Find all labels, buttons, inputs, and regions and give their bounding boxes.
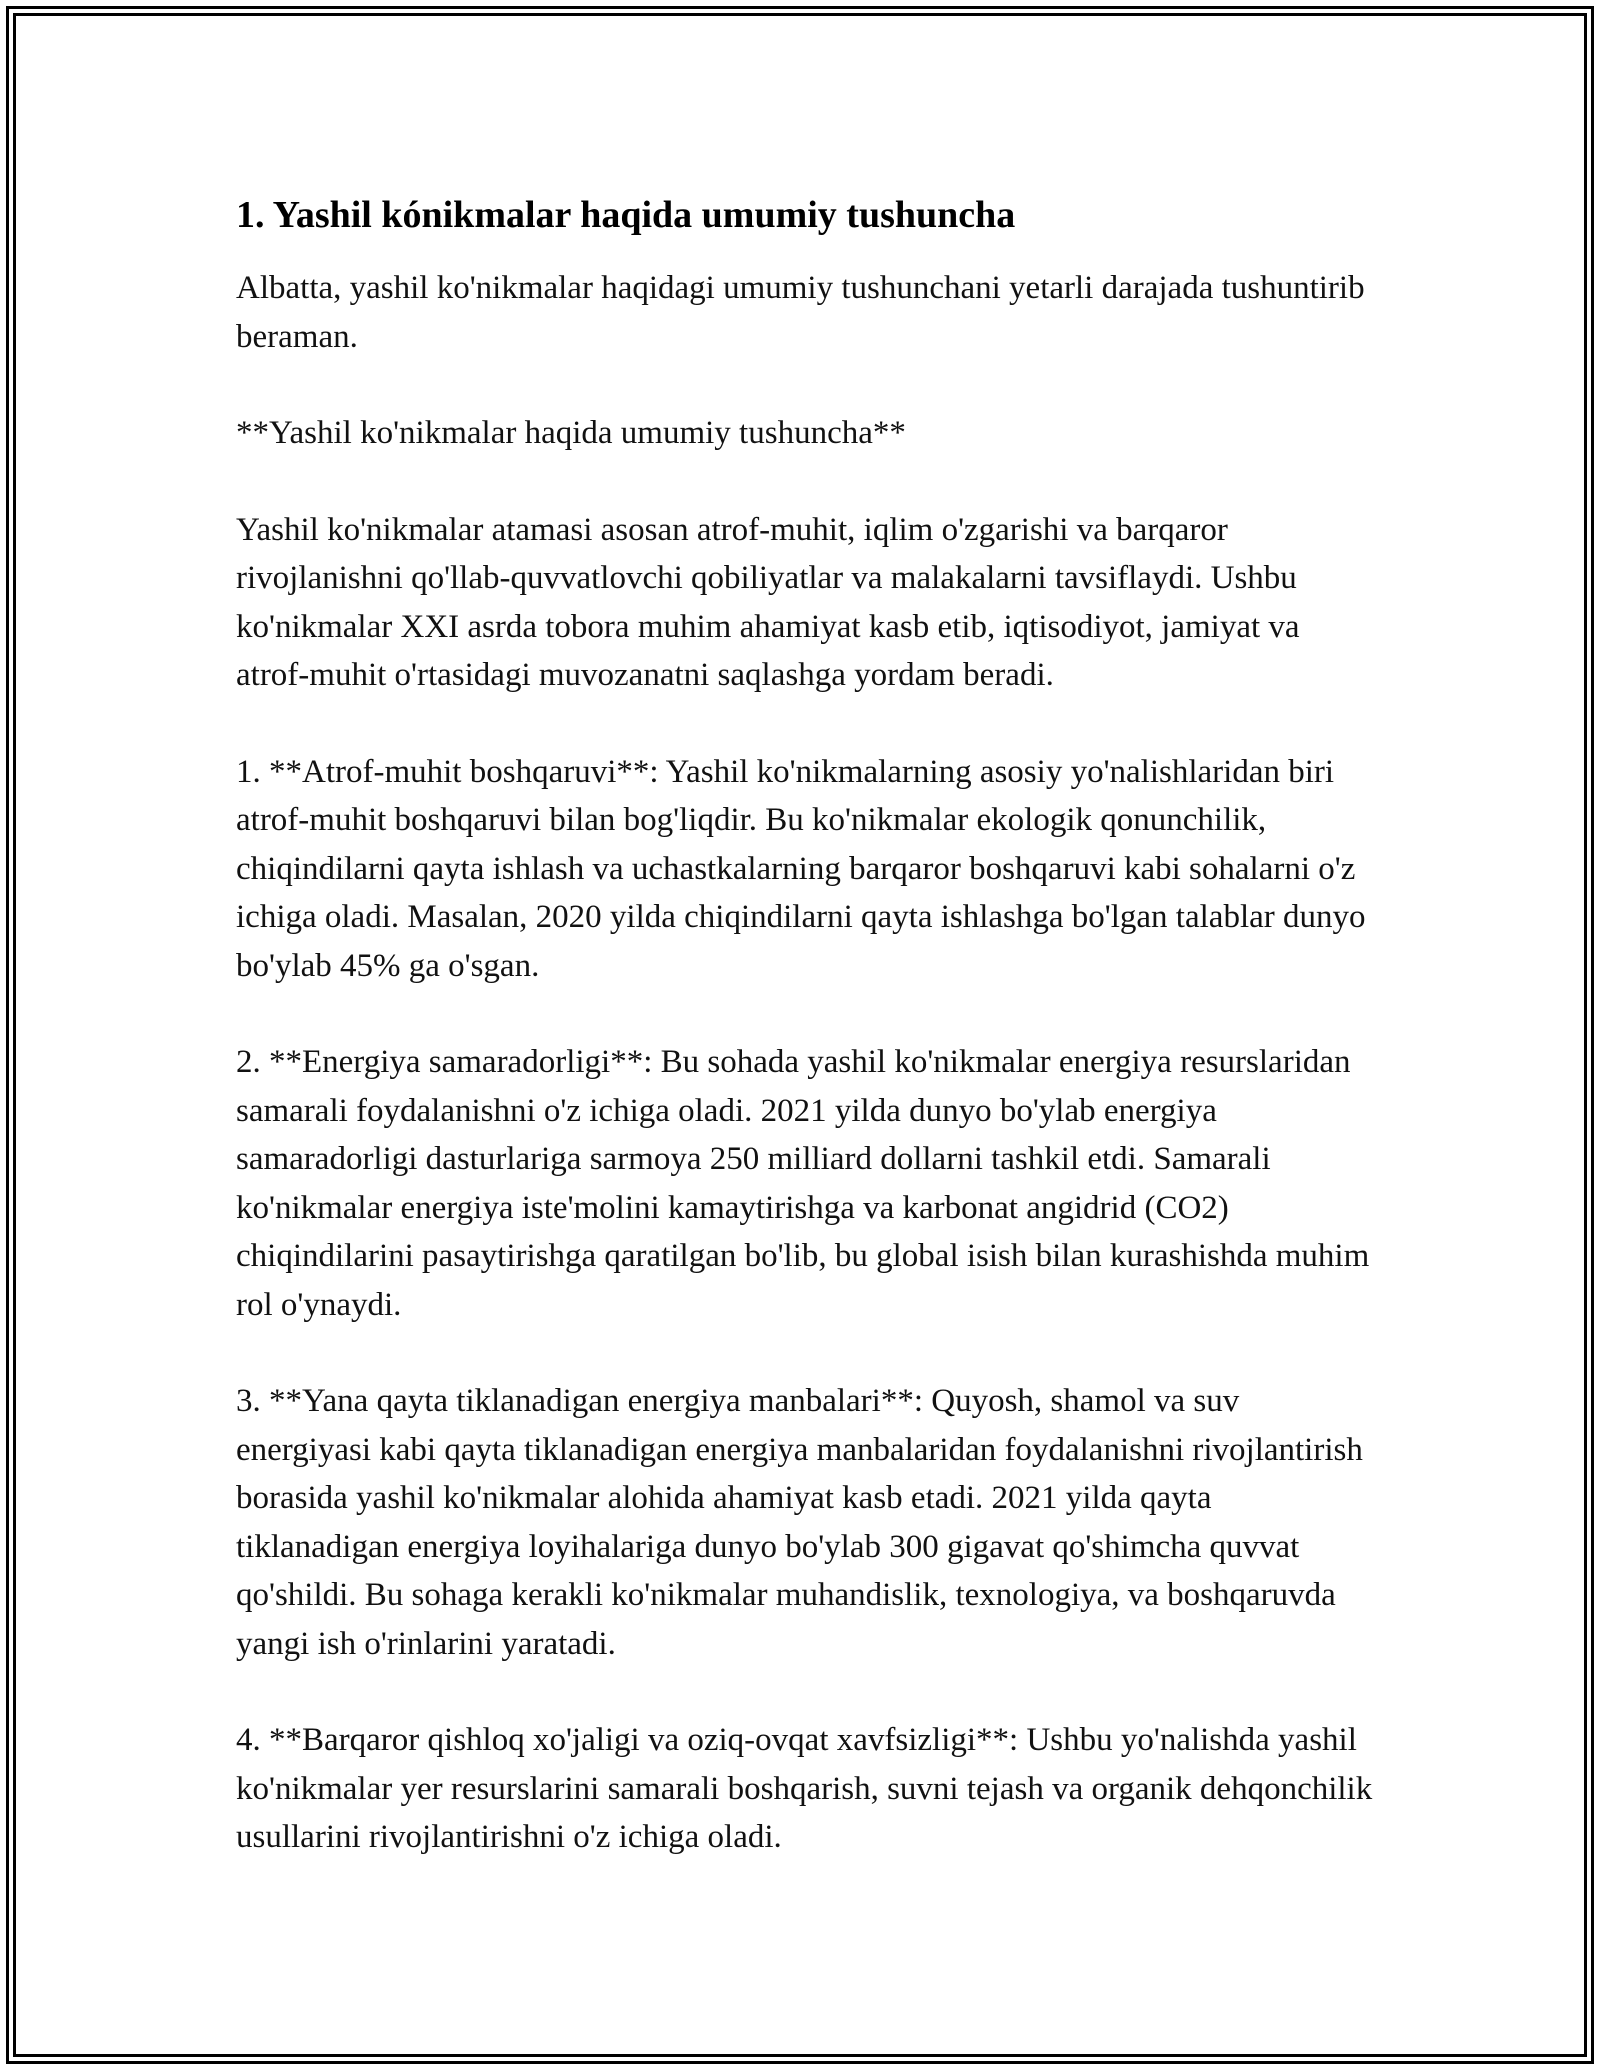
subtitle-paragraph: **Yashil ko'nikmalar haqida umumiy tushuncha**: [236, 415, 906, 451]
list-item-energy-efficiency: 2. **Energiya samaradorligi**: Bu sohada yashil ko'nikmalar energiya resurslaridan samarali foydalanishni o'z ichiga oladi. 2021 yilda dunyo bo'ylab energiya samaradorligi dasturlariga sarmoya 250 milliard dollarni tashkil etdi. Samarali ko'nikmalar energiya iste'molini kamaytirishga va karbonat angidrid (CO2) chiqindilarini pasaytirishga qaratilgan bo'lib, bu global isish bilan kurashishda muhim rol o'ynaydi.: [236, 1044, 1370, 1323]
definition-paragraph: Yashil ko'nikmalar atamasi asosan atrof-muhit, iqlim o'zgarishi va barqaror rivojlanishni qo'llab-quvvatlovchi qobiliyatlar va malakalarni tavsiflaydi. Ushbu ko'nikmalar XXI asrda tobora muhim ahamiyat kasb etib, iqtisodiyot, jamiyat va atrof-muhit o'rtasidagi muvozanatni saqlashga yordam beradi.: [236, 511, 1300, 693]
document-heading: 1. Yashil kónikmalar haqida umumiy tushuncha: [236, 194, 1016, 236]
list-item-renewable-energy: 3. **Yana qayta tiklanadigan energiya manbalari**: Quyosh, shamol va suv energiyasi kabi qayta tiklanadigan energiya manbalaridan foydalanishni rivojlantirish borasida yashil ko'nikmalar alohida ahamiyat kasb etadi. 2021 yilda qayta tiklanadigan energiya loyihalariga dunyo bo'ylab 300 gigavat qo'shimcha quvvat qo'shildi. Bu sohaga kerakli ko'nikmalar muhandislik, texnologiya, va boshqaruvda yangi ish o'rinlarini yaratadi.: [236, 1383, 1363, 1662]
list-item-environmental-management: 1. **Atrof-muhit boshqaruvi**: Yashil ko'nikmalarning asosiy yo'nalishlaridan biri atrof-muhit boshqaruvi bilan bog'liqdir. Bu ko'nikmalar ekologik qonunchilik, chiqindilarni qayta ishlash va uchastkalarning barqaror boshqaruvi kabi sohalarni o'z ichiga oladi. Masalan, 2020 yilda chiqindilarni qayta ishlashga bo'lgan talablar dunyo bo'ylab 45% ga o'sgan.: [236, 753, 1366, 984]
document-body: [236, 188, 1376, 1910]
list-item-sustainable-agriculture: 4. **Barqaror qishloq xo'jaligi va oziq-ovqat xavfsizligi**: Ushbu yo'nalishda yashil ko'nikmalar yer resurslarini samarali boshqarish, suvni tejash va organik dehqonchilik usullarini rivojlantirishni o'z ichiga oladi.: [236, 1722, 1373, 1855]
intro-paragraph: Albatta, yashil ko'nikmalar haqidagi umumiy tushunchani yetarli darajada tushuntirib beraman.: [236, 270, 1365, 355]
